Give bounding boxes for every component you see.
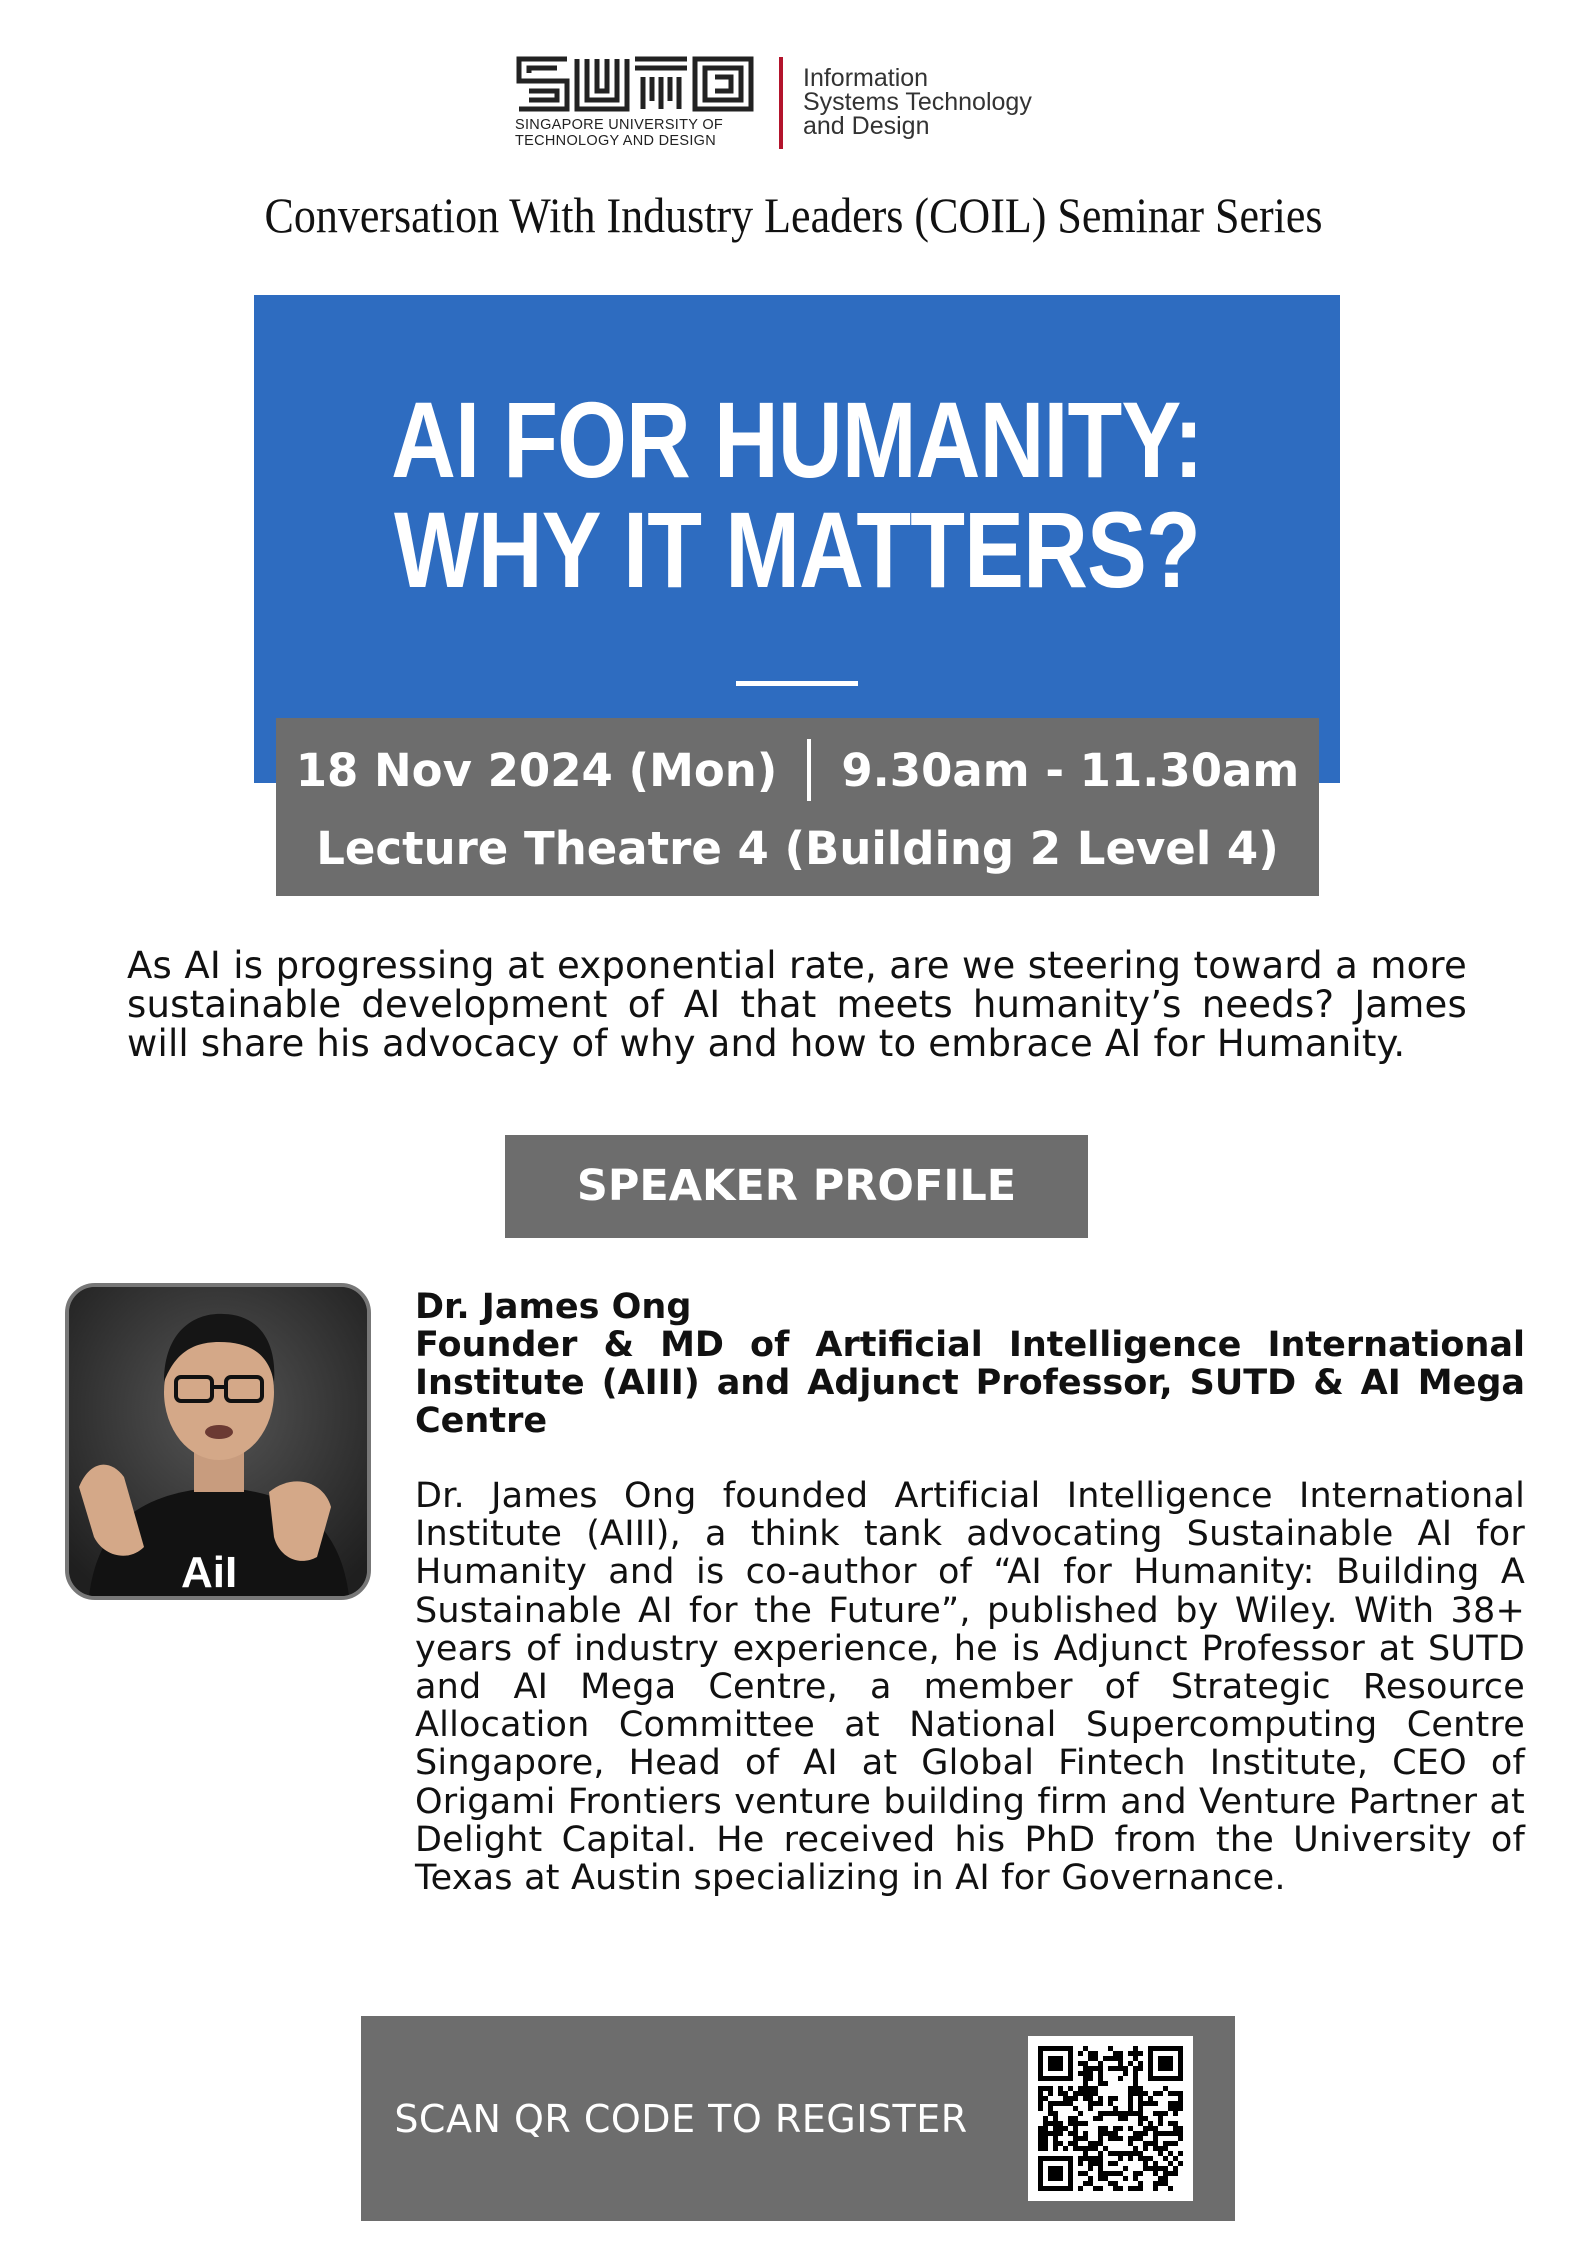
event-time: 9.30am - 11.30am xyxy=(841,743,1300,797)
pillar-line1: Information xyxy=(803,64,929,92)
speaker-section-label: SPEAKER PROFILE xyxy=(576,1161,1017,1211)
university-line1: SINGAPORE UNIVERSITY OF xyxy=(515,117,724,133)
event-date: 18 Nov 2024 (Mon) xyxy=(295,743,778,797)
event-title-line2: WHY IT MATTERS? xyxy=(394,489,1200,610)
series-title: Conversation With Industry Leaders (COIL) Seminar Series xyxy=(264,187,1323,243)
register-label: SCAN QR CODE TO REGISTER xyxy=(394,2097,968,2141)
pillar-name xyxy=(803,66,1032,138)
date-time-separator xyxy=(807,739,811,801)
university-name xyxy=(515,117,760,149)
logo-divider xyxy=(779,57,783,149)
event-title xyxy=(346,379,1247,610)
event-description: As AI is progressing at exponential rate, are we steering toward a more sustainable development of AI that meets humanity’s needs? James will share his advocacy of why and how to embrace AI for Humanity. xyxy=(127,944,1467,1065)
registration-qr-code[interactable] xyxy=(1028,2036,1193,2201)
university-line2: TECHNOLOGY AND DESIGN xyxy=(515,133,717,149)
speaker-title: Founder & MD of Artificial Intelligence International Institute (AIII) and Adjunct Professor, SUTD & AI Mega Centre xyxy=(415,1325,1525,1441)
pillar-line3: and Design xyxy=(803,112,930,140)
qr-code-icon xyxy=(1028,2036,1193,2201)
event-venue: Lecture Theatre 4 (Building 2 Level 4) xyxy=(316,822,1279,875)
speaker-portrait-icon xyxy=(69,1287,367,1596)
speaker-name: Dr. James Ong xyxy=(415,1287,692,1327)
sutd-logo-mark xyxy=(515,55,755,113)
pillar-line2: Systems Technology xyxy=(803,88,1032,116)
speaker-bio: Dr. James Ong founded Artificial Intelligence International Institute (AIII), a think tank advocating Sustainable AI for Humanity and is co-author of “AI for Humanity: Building A Sustainable AI for the Future”, published by Wiley. With 38+ years of industry experience, he is Adjunct Professor at SUTD and AI Mega Centre, a member of Strategic Resource Allocation Committee at National Supercomputing Centre Singapore, Head of AI at Global Fintech Institute, CEO of Origami Frontiers venture building firm and Venture Partner at Delight Capital. He received his PhD from the University of Texas at Austin specializing in AI for Governance. xyxy=(415,1476,1525,1899)
speaker-photo xyxy=(65,1283,371,1600)
date-time-row xyxy=(276,740,1319,800)
title-underline xyxy=(736,681,858,686)
event-title-line1: AI FOR HUMANITY: xyxy=(391,379,1203,500)
shirt-logo: AiI xyxy=(181,1548,238,1596)
sutd-logo-icon xyxy=(515,55,755,113)
